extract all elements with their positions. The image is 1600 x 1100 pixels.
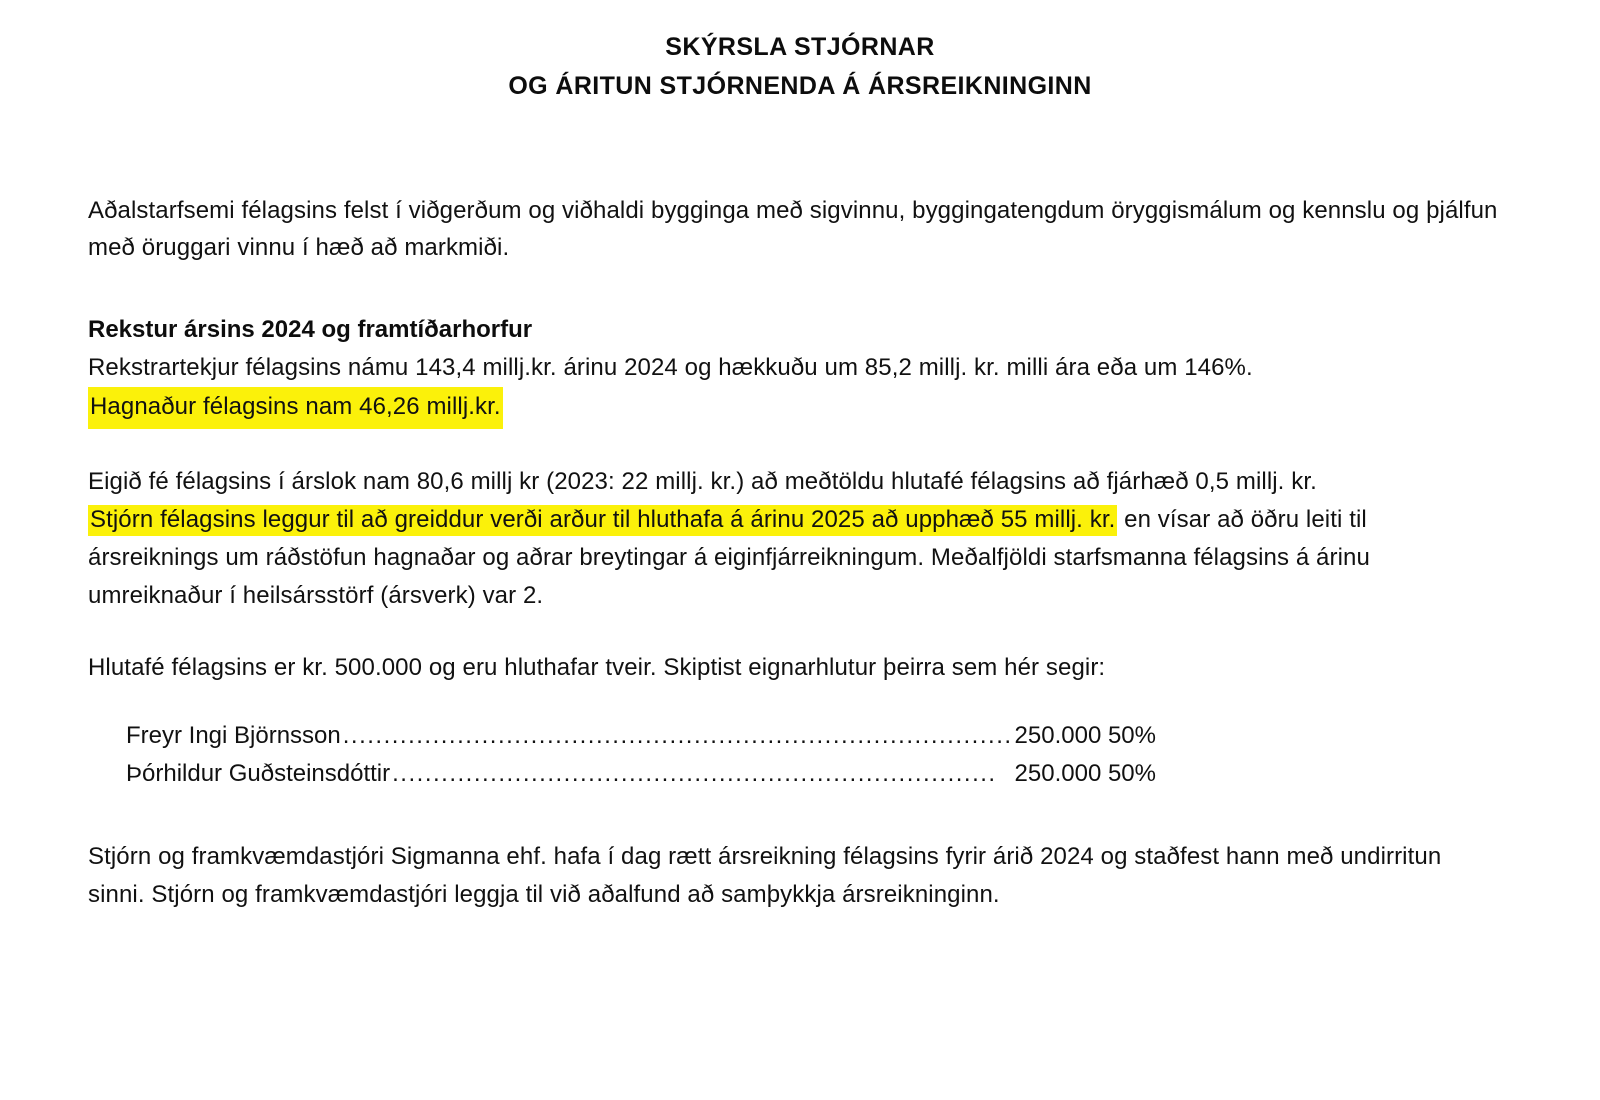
profit-highlight-line (88, 387, 1504, 429)
shareholder-amount: 250.000 50% (1014, 721, 1156, 749)
leader-dots: .................................................................................. (342, 721, 1013, 749)
shareholder-name: Freyr Ingi Björnsson (126, 721, 341, 749)
equity-paragraph: Eigið fé félagsins í árslok nam 80,6 millj kr (2023: 22 millj. kr.) að meðtöldu hlutafé félagsins að fjárhæð 0,5 millj. kr. (88, 468, 1317, 496)
document-title (0, 0, 1600, 106)
shareholder-name: Þórhildur Guðsteinsdóttir (126, 760, 391, 788)
spacer (88, 794, 1504, 838)
dividend-paragraph (88, 501, 1504, 615)
spacer (88, 615, 1504, 649)
title-line-1: SKÝRSLA STJÓRNAR (665, 33, 935, 61)
section-heading-operations: Rekstur ársins 2024 og framtíðarhorfur (88, 316, 533, 344)
list-item (126, 717, 1156, 756)
share-capital-paragraph: Hlutafé félagsins er kr. 500.000 og eru hluthafar tveir. Skiptist eignarhlutur þeirra sem hér segir: (88, 653, 1106, 681)
spacer (88, 267, 1504, 311)
dividend-highlight-text: Stjórn félagsins leggur til að greiddur verði arður til hluthafa á árinu 2025 að upphæð 55 millj. kr. (88, 505, 1117, 536)
shareholder-amount: 250.000 50% (1014, 760, 1156, 788)
list-item (126, 755, 1156, 794)
document-body (0, 192, 1600, 915)
profit-highlight-text: Hagnaður félagsins nam 46,26 millj.kr. (88, 387, 503, 429)
title-line-2: OG ÁRITUN STJÓRNENDA Á ÁRSREIKNINGINN (508, 71, 1092, 100)
spacer (88, 429, 1504, 463)
leader-dots: .......................................................................... (392, 760, 997, 788)
dividend-rest-text: en vísar að öðru leiti til ársreiknings um ráðstöfun hagnaðar og aðrar breytingar á eiginfjárreikningum. Meðalfjöldi starfsmanna félagsins á árinu umreiknaður í heilsársstörf (ársverk) var 2. (88, 505, 1370, 609)
closing-paragraph: Stjórn og framkvæmdastjóri Sigmanna ehf. hafa í dag rætt ársreikning félagsins fyrir árið 2024 og staðfest hann með undirritun sinni. Stjórn og framkvæmdastjóri leggja til við aðalfund að samþykkja ársreikninginn. (88, 843, 1442, 909)
page-bottom-edge (0, 1082, 1600, 1100)
operations-paragraph: Rekstrartekjur félagsins námu 143,4 millj.kr. árinu 2024 og hækkuðu um 85,2 millj. kr. milli ára eða um 146%. (88, 354, 1253, 382)
intro-paragraph: Aðalstarfsemi félagsins felst í viðgerðum og viðhaldi bygginga með sigvinnu, byggingatengdum öryggismálum og kennslu og þjálfun með öruggari vinnu í hæð að markmiði. (88, 196, 1498, 262)
shareholders-list (88, 717, 1504, 795)
